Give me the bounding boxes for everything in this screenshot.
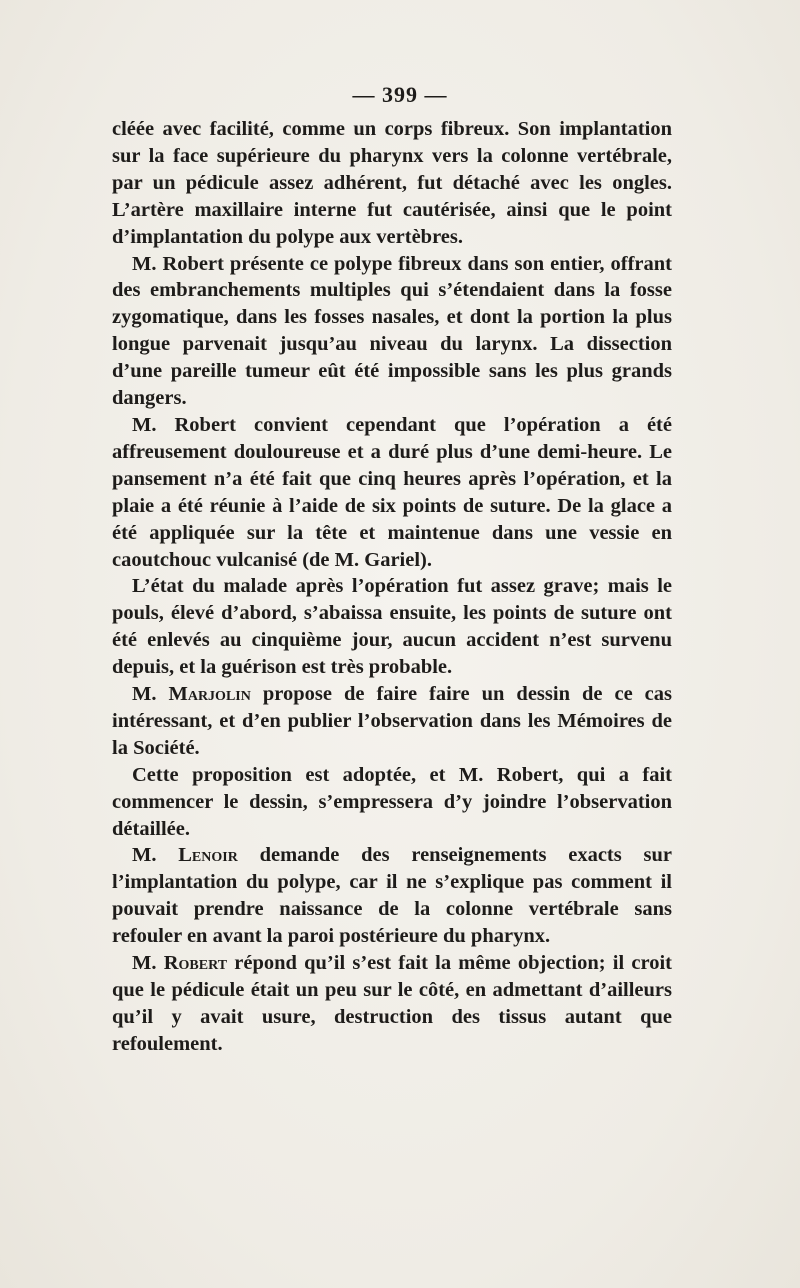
paragraph-1: cléée avec facilité, comme un corps fibreux. Son implantation sur la face supérieure du pharynx vers la colonne vertébrale, par un pédicule assez adhérent, fut détaché avec les ongles. L’artère maxillaire interne fut cautérisée, ainsi que le point d’implantation du polype aux vertèbres. (112, 118, 672, 248)
speaker-prefix: M. (132, 683, 169, 706)
paragraph-7 (112, 842, 672, 950)
speaker-prefix: M. (132, 844, 179, 867)
paragraph-6: Cette proposition est adoptée, et M. Robert, qui a fait commencer le dessin, s’empressera d’y joindre l’observation détaillée. (112, 763, 672, 840)
page-number: — 399 — (352, 82, 448, 107)
paragraph-3: M. Robert convient cependant que l’opération a été affreusement douloureuse et a duré plus d’une demi-heure. Le pansement n’a été fait que cinq heures après l’opération, et la plaie a été réunie à l’aide de six points de suture. De la glace a été appliquée sur la tête et maintenue dans une vessie en caoutchouc vulcanisé (de M. Gariel). (112, 413, 672, 571)
speaker-prefix: M. (132, 952, 164, 975)
speaker-name-marjolin: Marjolin (168, 683, 251, 706)
paragraph-4: L’état du malade après l’opération fut assez grave; mais le pouls, élevé d’abord, s’abaissa ensuite, les points de suture ont été enlevés au cinquième jour, aucun accident n’est survenu depuis, et la guérison est très probable. (112, 575, 672, 679)
paragraph-2: M. Robert présente ce polype fibreux dans son entier, offrant des embranchements multiples qui s’étendaient dans la fosse zygomatique, dans les fosses nasales, et dont la portion la plus longue parvenait jusqu’au niveau du larynx. La dissection d’une pareille tumeur eût été impossible sans les plus grands dangers. (112, 252, 672, 410)
paragraph-5-text: propose de faire faire un dessin de ce cas intéressant, et d’en publier l’observation dans les Mémoires de la Société. (112, 683, 673, 759)
body-text (112, 116, 672, 1058)
paragraph-5 (112, 681, 672, 762)
paragraph-8-text: répond qu’il s’est fait la même objection; il croit que le pédicule était un peu sur le côté, en admettant d’ailleurs qu’il y avait usure, destruction des tissus autant que refoulement. (112, 952, 672, 1055)
paragraph-7-text: demande des renseignements exacts sur l’implantation du polype, car il ne s’explique pas comment il pouvait prendre naissance de la colonne vertébrale sans refouler en avant la paroi postérieure du pharynx. (112, 844, 672, 948)
paragraph-8 (112, 950, 672, 1058)
speaker-name-lenoir: Lenoir (178, 844, 238, 867)
speaker-name-robert: Robert (163, 952, 228, 975)
